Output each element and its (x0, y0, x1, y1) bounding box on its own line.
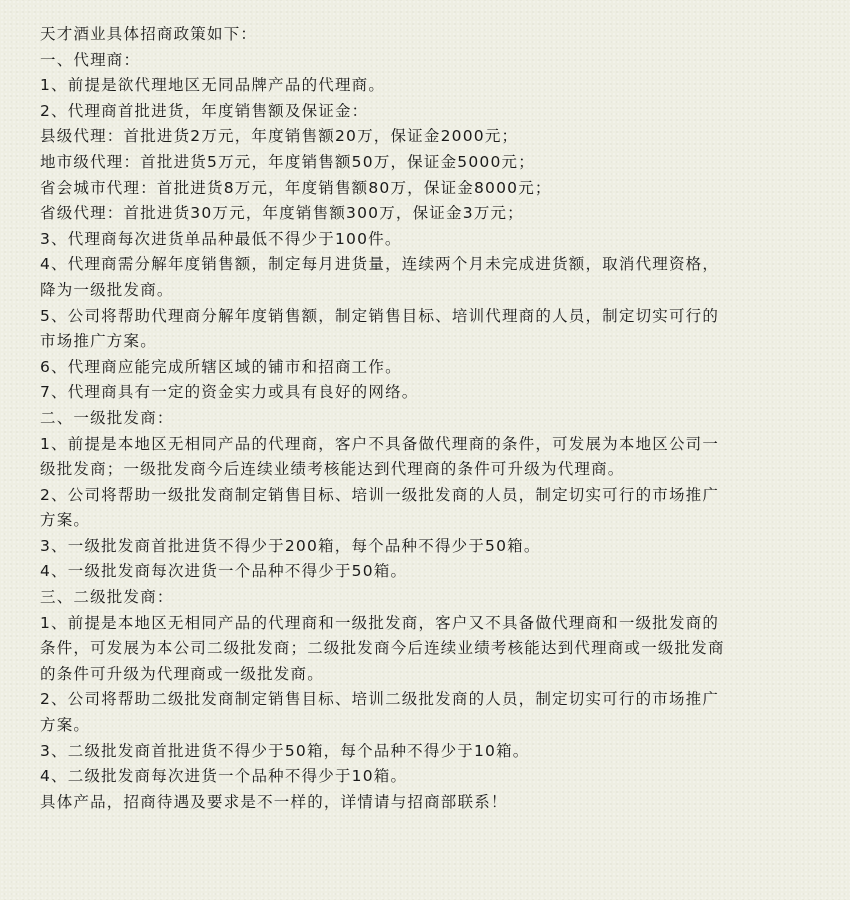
text-line: 县级代理：首批进货2万元，年度销售额20万，保证金2000元； (40, 127, 519, 146)
section-heading-agent: 一、代理商： (40, 50, 141, 69)
text-line: 4、代理商需分解年度销售额，制定每月进货量，连续两个月未完成进货额，取消代理资格， (40, 255, 720, 274)
text-line: 地市级代理：首批进货5万元，年度销售额50万，保证金5000元； (40, 152, 535, 171)
text-line: 3、二级批发商首批进货不得少于50箱，每个品种不得少于10箱。 (40, 741, 530, 760)
text-line: 7、代理商具有一定的资金实力或具有良好的网络。 (40, 383, 419, 402)
text-line: 3、一级批发商首批进货不得少于200箱，每个品种不得少于50箱。 (40, 536, 541, 555)
text-line: 市场推广方案。 (40, 332, 157, 351)
text-line: 省级代理：首批进货30万元，年度销售额300万，保证金3万元； (40, 204, 524, 223)
section-heading-primary-wholesaler: 二、一级批发商： (40, 408, 174, 427)
text-line: 1、前提是欲代理地区无同品牌产品的代理商。 (40, 76, 386, 95)
text-line: 3、代理商每次进货单品种最低不得少于100件。 (40, 229, 402, 248)
text-line: 4、二级批发商每次进货一个品种不得少于10箱。 (40, 767, 408, 786)
text-line: 省会城市代理：首批进货8万元，年度销售额80万，保证金8000元； (40, 178, 552, 197)
text-line: 1、前提是本地区无相同产品的代理商，客户不具备做代理商的条件，可发展为本地区公司一 (40, 434, 720, 453)
policy-document (40, 22, 825, 815)
document-title: 天才酒业具体招商政策如下： (40, 25, 258, 43)
text-line: 降为一级批发商。 (40, 280, 174, 299)
text-line: 方案。 (40, 716, 91, 735)
text-line: 方案。 (40, 511, 91, 530)
text-line: 2、代理商首批进货，年度销售额及保证金： (40, 101, 369, 120)
text-line: 4、一级批发商每次进货一个品种不得少于50箱。 (40, 562, 408, 581)
text-line: 的条件可升级为代理商或一级批发商。 (40, 664, 324, 683)
closing-note: 具体产品，招商待遇及要求是不一样的，详情请与招商部联系！ (40, 792, 508, 811)
text-line: 条件，可发展为本公司二级批发商；二级批发商今后连续业绩考核能达到代理商或一级批发商 (40, 639, 725, 658)
section-heading-secondary-wholesaler: 三、二级批发商： (40, 588, 174, 607)
text-line: 级批发商；一级批发商今后连续业绩考核能达到代理商的条件可升级为代理商。 (40, 460, 625, 479)
text-line: 2、公司将帮助二级批发商制定销售目标、培训二级批发商的人员，制定切实可行的市场推广 (40, 690, 720, 709)
text-line: 6、代理商应能完成所辖区域的铺市和招商工作。 (40, 357, 402, 376)
text-line: 2、公司将帮助一级批发商制定销售目标、培训一级批发商的人员，制定切实可行的市场推广 (40, 485, 720, 504)
text-line: 5、公司将帮助代理商分解年度销售额，制定销售目标、培训代理商的人员，制定切实可行的 (40, 306, 720, 325)
text-line: 1、前提是本地区无相同产品的代理商和一级批发商，客户又不具备做代理商和一级批发商的 (40, 613, 720, 632)
